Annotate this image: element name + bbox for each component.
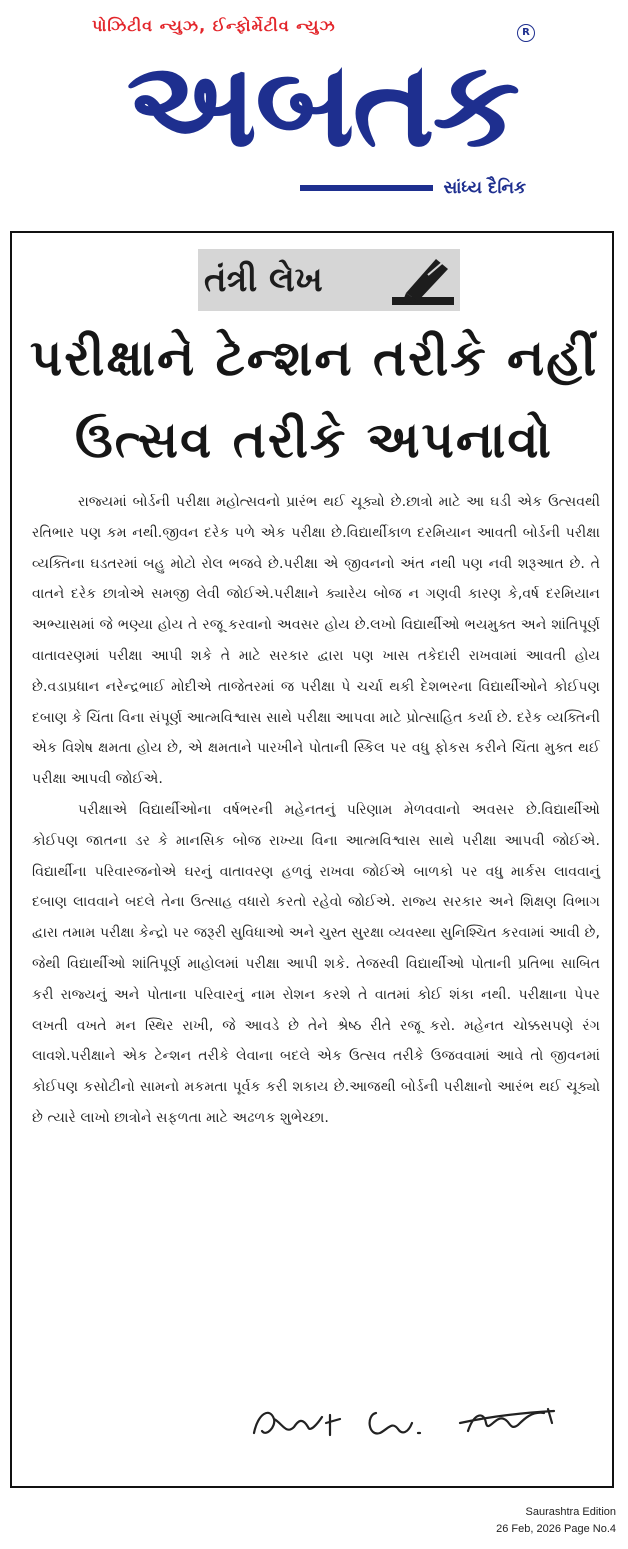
edition-name: Saurashtra Edition	[525, 1506, 616, 1518]
pen-writing-icon	[388, 253, 458, 309]
article-paragraph: પરીક્ષાએ વિદ્યાર્થીઓના વર્ષભરની મહેનતનું પરિણામ મેળવવાનો અવસર છે.વિદ્યાર્થીઓ કોઈપણ જાતના ડર કે માનસિક બોજ રાખ્યા વિના આત્મવિશ્વાસ સાથે પરીક્ષા આપવી જોઈએ. વિદ્યાર્થીના પરિવારજનોએ ઘરનું વાતાવરણ હળવું રાખવા જોઈએ બાળકો પર વધુ માર્કસ લાવવાનું દબાણ લાવવાને બદલે તેના ઉત્સાહ વધારો કરતો રહેવો જોઈએ. રાજ્ય સરકાર અને શિક્ષણ વિભાગ દ્વારા તમામ પરીક્ષા કેન્દ્રો પર જરૂરી સુવિધાઓ અને ચુસ્ત સુરક્ષા વ્યવસ્થા સુનિશ્ચિત કરવામાં આવી છે, જેથી વિદ્યાર્થીઓ શાંતિપૂર્ણ માહોલમાં પરીક્ષા આપી શકે. તેજસ્વી વિદ્યાર્થીઓ પોતાની પ્રતિભા સાબિત કરી રાજ્યનું અને પોતાના પરિવારનું નામ રોશન કરશે તે વાતમાં કોઈ શંકા નથી. પરીક્ષાના પેપર લખતી વખતે મન સ્થિર રાખી, જે આવડે છે તેને શ્રેષ્ઠ રીતે રજૂ કરો. મહેનત ચોક્કસપણે રંગ લાવશે.પરીક્ષાને એક ટેન્શન તરીકે લેવાના બદલે એક ઉત્સવ તરીકે ઉજવવામાં આવે તો જીવનમાં કોઈપણ કસોટીનો સામનો મકમતા પૂર્વક કરી શકાય છે.આજથી બોર્ડની પરીક્ષાનો આરંભ થઈ ચૂક્યો છે ત્યારે લાખો છાત્રોને સફળતા માટે અઢળક શુભેચ્છા.	[32, 801, 600, 1126]
newspaper-logo: અબતક	[126, 35, 518, 173]
masthead-subtitle: સાંધ્ય દૈનિક	[443, 178, 526, 198]
subtitle-rule	[300, 185, 433, 191]
edition-footer	[416, 1504, 616, 1538]
article-paragraph: રાજ્યમાં બોર્ડની પરીક્ષા મહોત્સવનો પ્રારંભ થઈ ચૂક્યો છે.છાત્રો માટે આ ઘડી એક ઉત્સવથી રતિભાર પણ કમ નથી.જીવન દરેક પળે એક પરીક્ષા છે.વિદ્યાર્થીકાળ દરમિયાન આવતી બોર્ડની પરીક્ષા વ્યક્તિના ઘડતરમાં બહુ મોટો રોલ ભજવે છે.પરીક્ષા એ જીવનનો અંત નથી પણ નવી શરૂઆત છે. તે વાતને દરેક છાત્રોએ સમજી લેવી જોઈએ.પરીક્ષાને ક્યારેય બોજ ન ગણવી કારણ કે,વર્ષ દરમિયાન અભ્યાસમાં જે ભણ્યા હોય તે રજૂ કરવાનો અવસર હોય છે.લખો વિદ્યાર્થીઓ ભયમુક્ત અને શાંતિપૂર્ણ વાતાવરણમાં પરીક્ષા આપી શકે તે માટે સરકાર દ્વારા પણ ખાસ તકેદારી રાખવામાં આવતી હોય છે.વડાપ્રધાન નરેન્દ્રભાઈ મોદીએ તાજેતરમાં જ પરીક્ષા પે ચર્ચા થકી દેશભરના વિદ્યાર્થીઓને કોઈપણ દબાણ કે ચિંતા વિના સંપૂર્ણ આત્મવિશ્વાસ સાથે પરીક્ષા આપવા માટે પ્રોત્સાહિત કર્યા છે. દરેક વ્યક્તિની એક વિશેષ ક્ષમતા હોય છે, એ ક્ષમતાને પારખીને પોતાની સ્કિલ પર વધુ ફોકસ કરીને ચિંતા મુક્ત થઈ પરીક્ષા આપવી જોઈએ.	[32, 494, 600, 788]
headline-line-1: પરીક્ષાને ટેન્શન તરીકે નહીં	[29, 329, 599, 387]
edition-date-page: 26 Feb, 2026 Page No.4	[496, 1523, 616, 1535]
article-body	[32, 487, 600, 1134]
masthead	[0, 0, 628, 222]
headline-line-2: ઉત્સવ તરીકે અપનાવો	[74, 411, 554, 469]
section-header	[198, 249, 460, 311]
handwritten-signature	[248, 1393, 568, 1453]
registered-trademark-icon: R	[517, 24, 535, 42]
section-label: તંત્રી લેખ	[204, 260, 323, 300]
masthead-tagline: પોઝિટીવ ન્યુઝ, ઈન્ફોર્મેટીવ ન્યુઝ	[92, 16, 336, 35]
masthead-subtitle-bar	[300, 176, 526, 200]
editorial-article	[10, 231, 614, 1488]
